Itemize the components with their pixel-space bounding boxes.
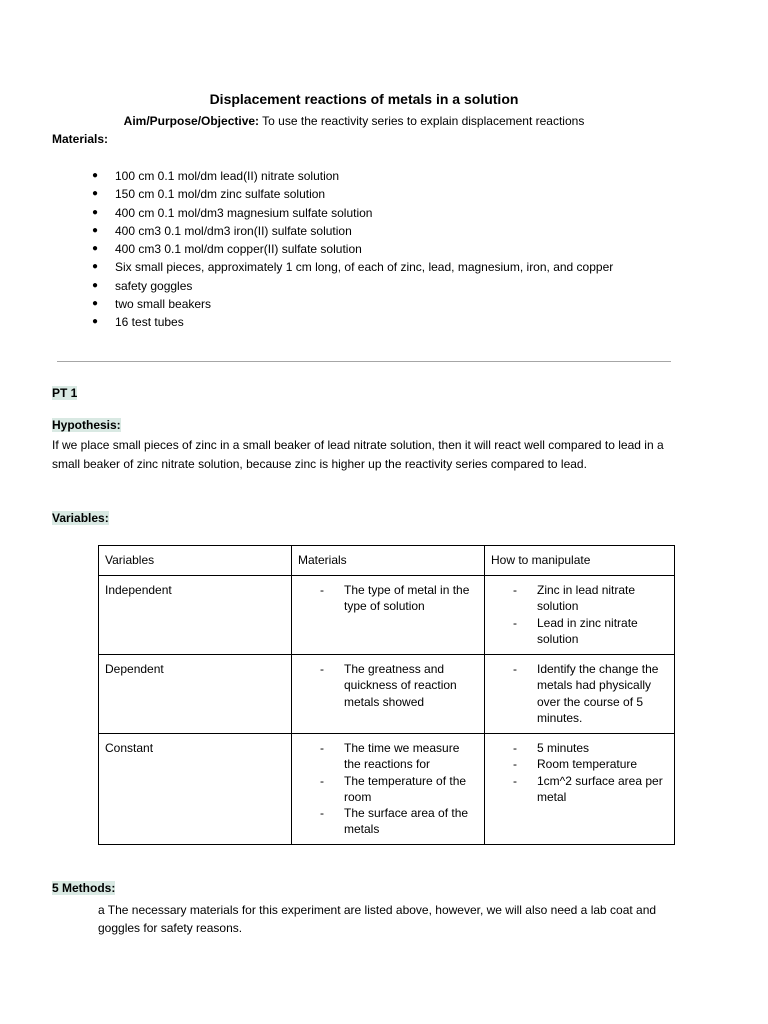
bullet-icon: ● <box>92 298 99 310</box>
bullet-icon: ● <box>92 261 99 273</box>
variables-heading <box>52 511 109 525</box>
variable-name-cell: Constant <box>99 734 292 845</box>
list-item: - The time we measure the reactions for <box>320 741 460 772</box>
cell-text: The type of metal in the type of solution <box>344 583 470 614</box>
list-item: - Identify the change the metals had physically over the course of 5 minutes. <box>513 662 659 725</box>
bullet-icon: ● <box>92 279 99 291</box>
table-row <box>99 734 675 845</box>
materials-cell <box>292 576 485 655</box>
cell-text: The greatness and quickness of reaction metals showed <box>344 662 457 709</box>
list-item <box>92 258 613 276</box>
material-text: 150 cm 0.1 mol/dm zinc sulfate solution <box>115 187 326 202</box>
cell-text: Room temperature <box>537 757 638 772</box>
header-cell: Materials <box>292 546 485 576</box>
section-divider <box>57 361 671 362</box>
list-item: - Room temperature <box>513 757 638 772</box>
bullet-icon: ● <box>92 316 99 328</box>
header-cell: How to manipulate <box>485 546 675 576</box>
variable-name-cell: Dependent <box>99 655 292 734</box>
aim-label: Aim/Purpose/Objective: <box>123 114 260 128</box>
variables-label: Variables: <box>52 511 109 525</box>
table-row <box>99 576 675 655</box>
list-item <box>92 313 613 331</box>
hypothesis-text: If we place small pieces of zinc in a small beaker of lead nitrate solution, then it will react well compared to lead in a small beaker of zinc nitrate solution, because zinc is higher up the reactivity series compared to lead. <box>52 438 664 471</box>
variable-name-cell: Independent <box>99 576 292 655</box>
manipulate-cell <box>485 576 675 655</box>
list-item: - The greatness and quickness of reaction metals showed <box>320 662 457 709</box>
material-text: Six small pieces, approximately 1 cm long, of each of zinc, lead, magnesium, iron, and copper <box>115 260 614 275</box>
list-item <box>92 204 613 222</box>
material-text: 16 test tubes <box>115 315 184 330</box>
aim-text: To use the reactivity series to explain displacement reactions <box>259 114 585 128</box>
list-item <box>92 185 613 203</box>
bullet-icon: ● <box>92 170 99 181</box>
manipulate-cell <box>485 734 675 845</box>
methods-label: 5 Methods: <box>52 881 116 895</box>
list-item <box>92 167 613 185</box>
material-text: 400 cm 0.1 mol/dm3 magnesium sulfate solution <box>115 205 373 220</box>
methods-text: a The necessary materials for this experiment are listed above, however, we will also need a lab coat and goggles for safety reasons. <box>98 903 657 935</box>
cell-text: The temperature of the room <box>344 773 467 804</box>
list-item: - The type of metal in the type of solution <box>320 583 470 614</box>
cell-text: 5 minutes <box>537 741 590 755</box>
cell-text: Lead in zinc nitrate solution <box>537 615 638 646</box>
variables-table <box>98 545 675 845</box>
materials-cell <box>292 734 485 845</box>
material-text: 100 cm 0.1 mol/dm lead(II) nitrate solution <box>115 169 340 183</box>
hypothesis-label: Hypothesis: <box>52 418 121 432</box>
list-item <box>92 295 613 313</box>
bullet-icon: ● <box>92 206 99 218</box>
bullet-icon: ● <box>92 243 99 255</box>
header-cell: Variables <box>99 546 292 576</box>
methods-heading <box>52 881 115 895</box>
cell-text: The surface area of the metals <box>344 806 469 837</box>
material-text: safety goggles <box>115 278 193 293</box>
list-item: - The temperature of the room <box>320 773 467 804</box>
bullet-icon: ● <box>92 224 99 236</box>
list-item <box>92 240 613 258</box>
hypothesis-heading <box>52 418 121 432</box>
list-item: - 1cm^2 surface area per metal <box>513 773 663 804</box>
cell-text: Zinc in lead nitrate solution <box>537 583 636 614</box>
part-label: PT 1 <box>52 386 78 400</box>
list-item: - The surface area of the metals <box>320 806 469 837</box>
bullet-icon: ● <box>92 188 99 200</box>
materials-list <box>92 167 613 332</box>
cell-text: The time we measure the reactions for <box>344 741 460 772</box>
material-text: 400 cm3 0.1 mol/dm3 iron(II) sulfate solution <box>115 223 352 238</box>
table-header-row <box>99 546 675 576</box>
materials-heading: Materials: <box>52 132 109 146</box>
manipulate-cell <box>485 655 675 734</box>
list-item <box>92 222 613 240</box>
material-text: 400 cm3 0.1 mol/dm copper(II) sulfate solution <box>115 242 362 257</box>
material-text: two small beakers <box>115 297 212 312</box>
aim-line <box>0 114 708 128</box>
list-item: - Lead in zinc nitrate solution <box>513 615 638 646</box>
list-item: - 5 minutes <box>513 741 590 755</box>
part-heading <box>52 386 77 400</box>
table-row <box>99 655 675 734</box>
materials-cell <box>292 655 485 734</box>
document-title: Displacement reactions of metals in a solution <box>209 91 519 107</box>
cell-text: 1cm^2 surface area per metal <box>537 773 663 804</box>
cell-text: Identify the change the metals had physically over the course of 5 minutes. <box>537 662 659 725</box>
list-item <box>92 277 613 295</box>
list-item: - Zinc in lead nitrate solution <box>513 583 636 614</box>
